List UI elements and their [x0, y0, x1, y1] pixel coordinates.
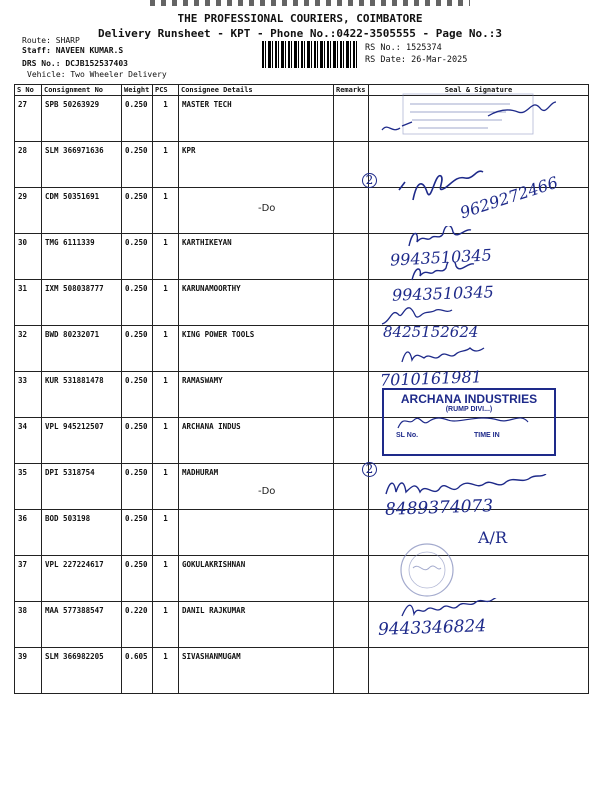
stamp-line1: SL No. [396, 432, 419, 439]
header-remarks: Remarks [334, 85, 369, 96]
staff-value: NAVEEN KUMAR.S [55, 46, 124, 55]
cell-consignee: MADHURAM [179, 464, 334, 510]
header-seal-signature: Seal & Signature [369, 85, 589, 96]
vehicle-value: Two Wheeler Delivery [70, 70, 167, 79]
cell-consignment: CDM 50351691 [42, 188, 122, 234]
table-row [15, 280, 589, 326]
cell-pcs: 1 [153, 372, 179, 418]
cell-consignee: DANIL RAJKUMAR [179, 602, 334, 648]
cell-consignee: KARUNAMOORTHY [179, 280, 334, 326]
vehicle-label: Vehicle: [27, 70, 66, 79]
route-line [22, 36, 80, 45]
cell-weight: 0.605 [122, 648, 153, 694]
cell-remarks [334, 510, 369, 556]
header-consignee: Consignee Details [179, 85, 334, 96]
route-value: SHARP [55, 36, 80, 45]
phone-29: 9629272466 [457, 172, 561, 223]
cell-pcs: 1 [153, 142, 179, 188]
cell-weight: 0.250 [122, 280, 153, 326]
cell-consignee: GOKULAKRISHNAN [179, 556, 334, 602]
header-weight: Weight [122, 85, 153, 96]
cell-remarks [334, 234, 369, 280]
cell-pcs: 1 [153, 602, 179, 648]
cell-consignment: BWD 80232071 [42, 326, 122, 372]
table-row [15, 326, 589, 372]
cell-sno: 32 [15, 326, 42, 372]
cell-consignment: VPL 227224617 [42, 556, 122, 602]
staff-label: Staff: [22, 46, 51, 55]
cell-consignment: DPI 5318754 [42, 464, 122, 510]
cell-pcs: 1 [153, 418, 179, 464]
cell-sno: 39 [15, 648, 42, 694]
cell-remarks [334, 418, 369, 464]
rs-date-label: RS Date: [365, 55, 406, 65]
phone-31: 9943510345 [391, 282, 495, 305]
cell-pcs: 1 [153, 280, 179, 326]
cell-sno: 31 [15, 280, 42, 326]
cell-sno: 29 [15, 188, 42, 234]
cell-consignment: SLM 366982205 [42, 648, 122, 694]
cell-pcs: 1 [153, 326, 179, 372]
cell-consignment: IXM 508038777 [42, 280, 122, 326]
rs-no-label: RS No.: [365, 43, 401, 53]
header-pcs: PCS [153, 85, 179, 96]
phone-30: 9943510345 [389, 245, 493, 270]
cell-sno: 35 [15, 464, 42, 510]
vehicle-line [27, 70, 167, 79]
rs-date-line [365, 55, 467, 65]
header-sno: S No [15, 85, 42, 96]
cell-sno: 34 [15, 418, 42, 464]
cell-weight: 0.250 [122, 464, 153, 510]
drs-label: DRS No.: [22, 59, 61, 68]
cell-weight: 0.250 [122, 372, 153, 418]
cell-consignment: VPL 945212507 [42, 418, 122, 464]
staff-line [22, 46, 123, 55]
stamp-sub: (RUMP DIVI...) [445, 406, 493, 413]
cell-weight: 0.250 [122, 234, 153, 280]
cell-sno: 28 [15, 142, 42, 188]
cell-weight: 0.250 [122, 326, 153, 372]
circle-mark: 2 [362, 462, 377, 477]
cell-sno: 37 [15, 556, 42, 602]
cell-consignee [179, 188, 334, 234]
cell-pcs: 1 [153, 234, 179, 280]
cell-weight: 0.250 [122, 510, 153, 556]
company-stamp-27 [378, 90, 578, 144]
route-label: Route: [22, 36, 51, 45]
round-stamp-38 [393, 540, 463, 600]
signature-34 [392, 410, 542, 436]
table-row [15, 648, 589, 694]
cell-pcs: 1 [153, 188, 179, 234]
top-scan-artifact [150, 0, 470, 6]
cell-consignment: SPB 50263929 [42, 96, 122, 142]
cell-remarks [334, 648, 369, 694]
cell-consignee [179, 510, 334, 556]
cell-remarks [334, 188, 369, 234]
cell-pcs: 1 [153, 464, 179, 510]
cell-consignee: SIVASHANMUGAM [179, 648, 334, 694]
phone-33: 7010161981 [379, 367, 483, 390]
phone-32: 8425152624 [383, 323, 479, 341]
cell-consignee: RAMASWAMY [179, 372, 334, 418]
cell-remarks [334, 96, 369, 142]
cell-pcs: 1 [153, 556, 179, 602]
cell-sno: 33 [15, 372, 42, 418]
cell-weight: 0.250 [122, 418, 153, 464]
cell-signature [369, 648, 589, 694]
cell-remarks [334, 372, 369, 418]
cell-pcs: 1 [153, 648, 179, 694]
company-title: THE PROFESSIONAL COURIERS, COIMBATORE [177, 12, 423, 25]
cell-pcs: 1 [153, 510, 179, 556]
cell-remarks [334, 280, 369, 326]
cell-sno: 38 [15, 602, 42, 648]
cell-consignment: TMG 6111339 [42, 234, 122, 280]
cell-weight: 0.250 [122, 556, 153, 602]
cell-consignee: KING POWER TOOLS [179, 326, 334, 372]
rs-no-line [365, 43, 442, 53]
cell-weight: 0.250 [122, 142, 153, 188]
rs-date-value: 26-Mar-2025 [411, 55, 468, 65]
cell-sno: 30 [15, 234, 42, 280]
cell-consignment: SLM 366971636 [42, 142, 122, 188]
table-row [15, 556, 589, 602]
phone-39: 9443346824 [377, 616, 487, 640]
cell-remarks [334, 602, 369, 648]
drs-value: DCJB152537403 [65, 59, 128, 68]
cell-consignee: MASTER TECH [179, 96, 334, 142]
stamp-line2: TIME IN [474, 432, 500, 439]
cell-remarks [334, 556, 369, 602]
cell-weight: 0.250 [122, 188, 153, 234]
stamp-name: ARCHANA INDUSTRIES [400, 392, 538, 406]
cell-pcs: 1 [153, 96, 179, 142]
cell-remarks [334, 326, 369, 372]
cell-consignee: KPR [179, 142, 334, 188]
ditto-mark: -Do [258, 486, 276, 497]
cell-sno: 27 [15, 96, 42, 142]
cell-weight: 0.250 [122, 96, 153, 142]
header-consignment: Consignment No [42, 85, 122, 96]
cell-consignee: KARTHIKEYAN [179, 234, 334, 280]
barcode [262, 41, 357, 68]
note-38: A/R [478, 528, 507, 547]
table-row [15, 234, 589, 280]
cell-consignment: MAA 577388547 [42, 602, 122, 648]
cell-consignment: KUR 531881478 [42, 372, 122, 418]
signature-33 [398, 346, 498, 368]
circle-mark: 2 [362, 173, 377, 188]
rs-no-value: 1525374 [405, 43, 442, 53]
runsheet-title: Delivery Runsheet - KPT - Phone No.:0422-3505555 - Page No.:3 [98, 27, 502, 40]
cell-sno: 36 [15, 510, 42, 556]
cell-consignment: BOD 503198 [42, 510, 122, 556]
ditto-mark: -Do [258, 203, 276, 214]
drs-line [22, 59, 128, 68]
phone-37: 8489374073 [384, 496, 494, 520]
cell-consignee: ARCHANA INDUS [179, 418, 334, 464]
cell-weight: 0.220 [122, 602, 153, 648]
